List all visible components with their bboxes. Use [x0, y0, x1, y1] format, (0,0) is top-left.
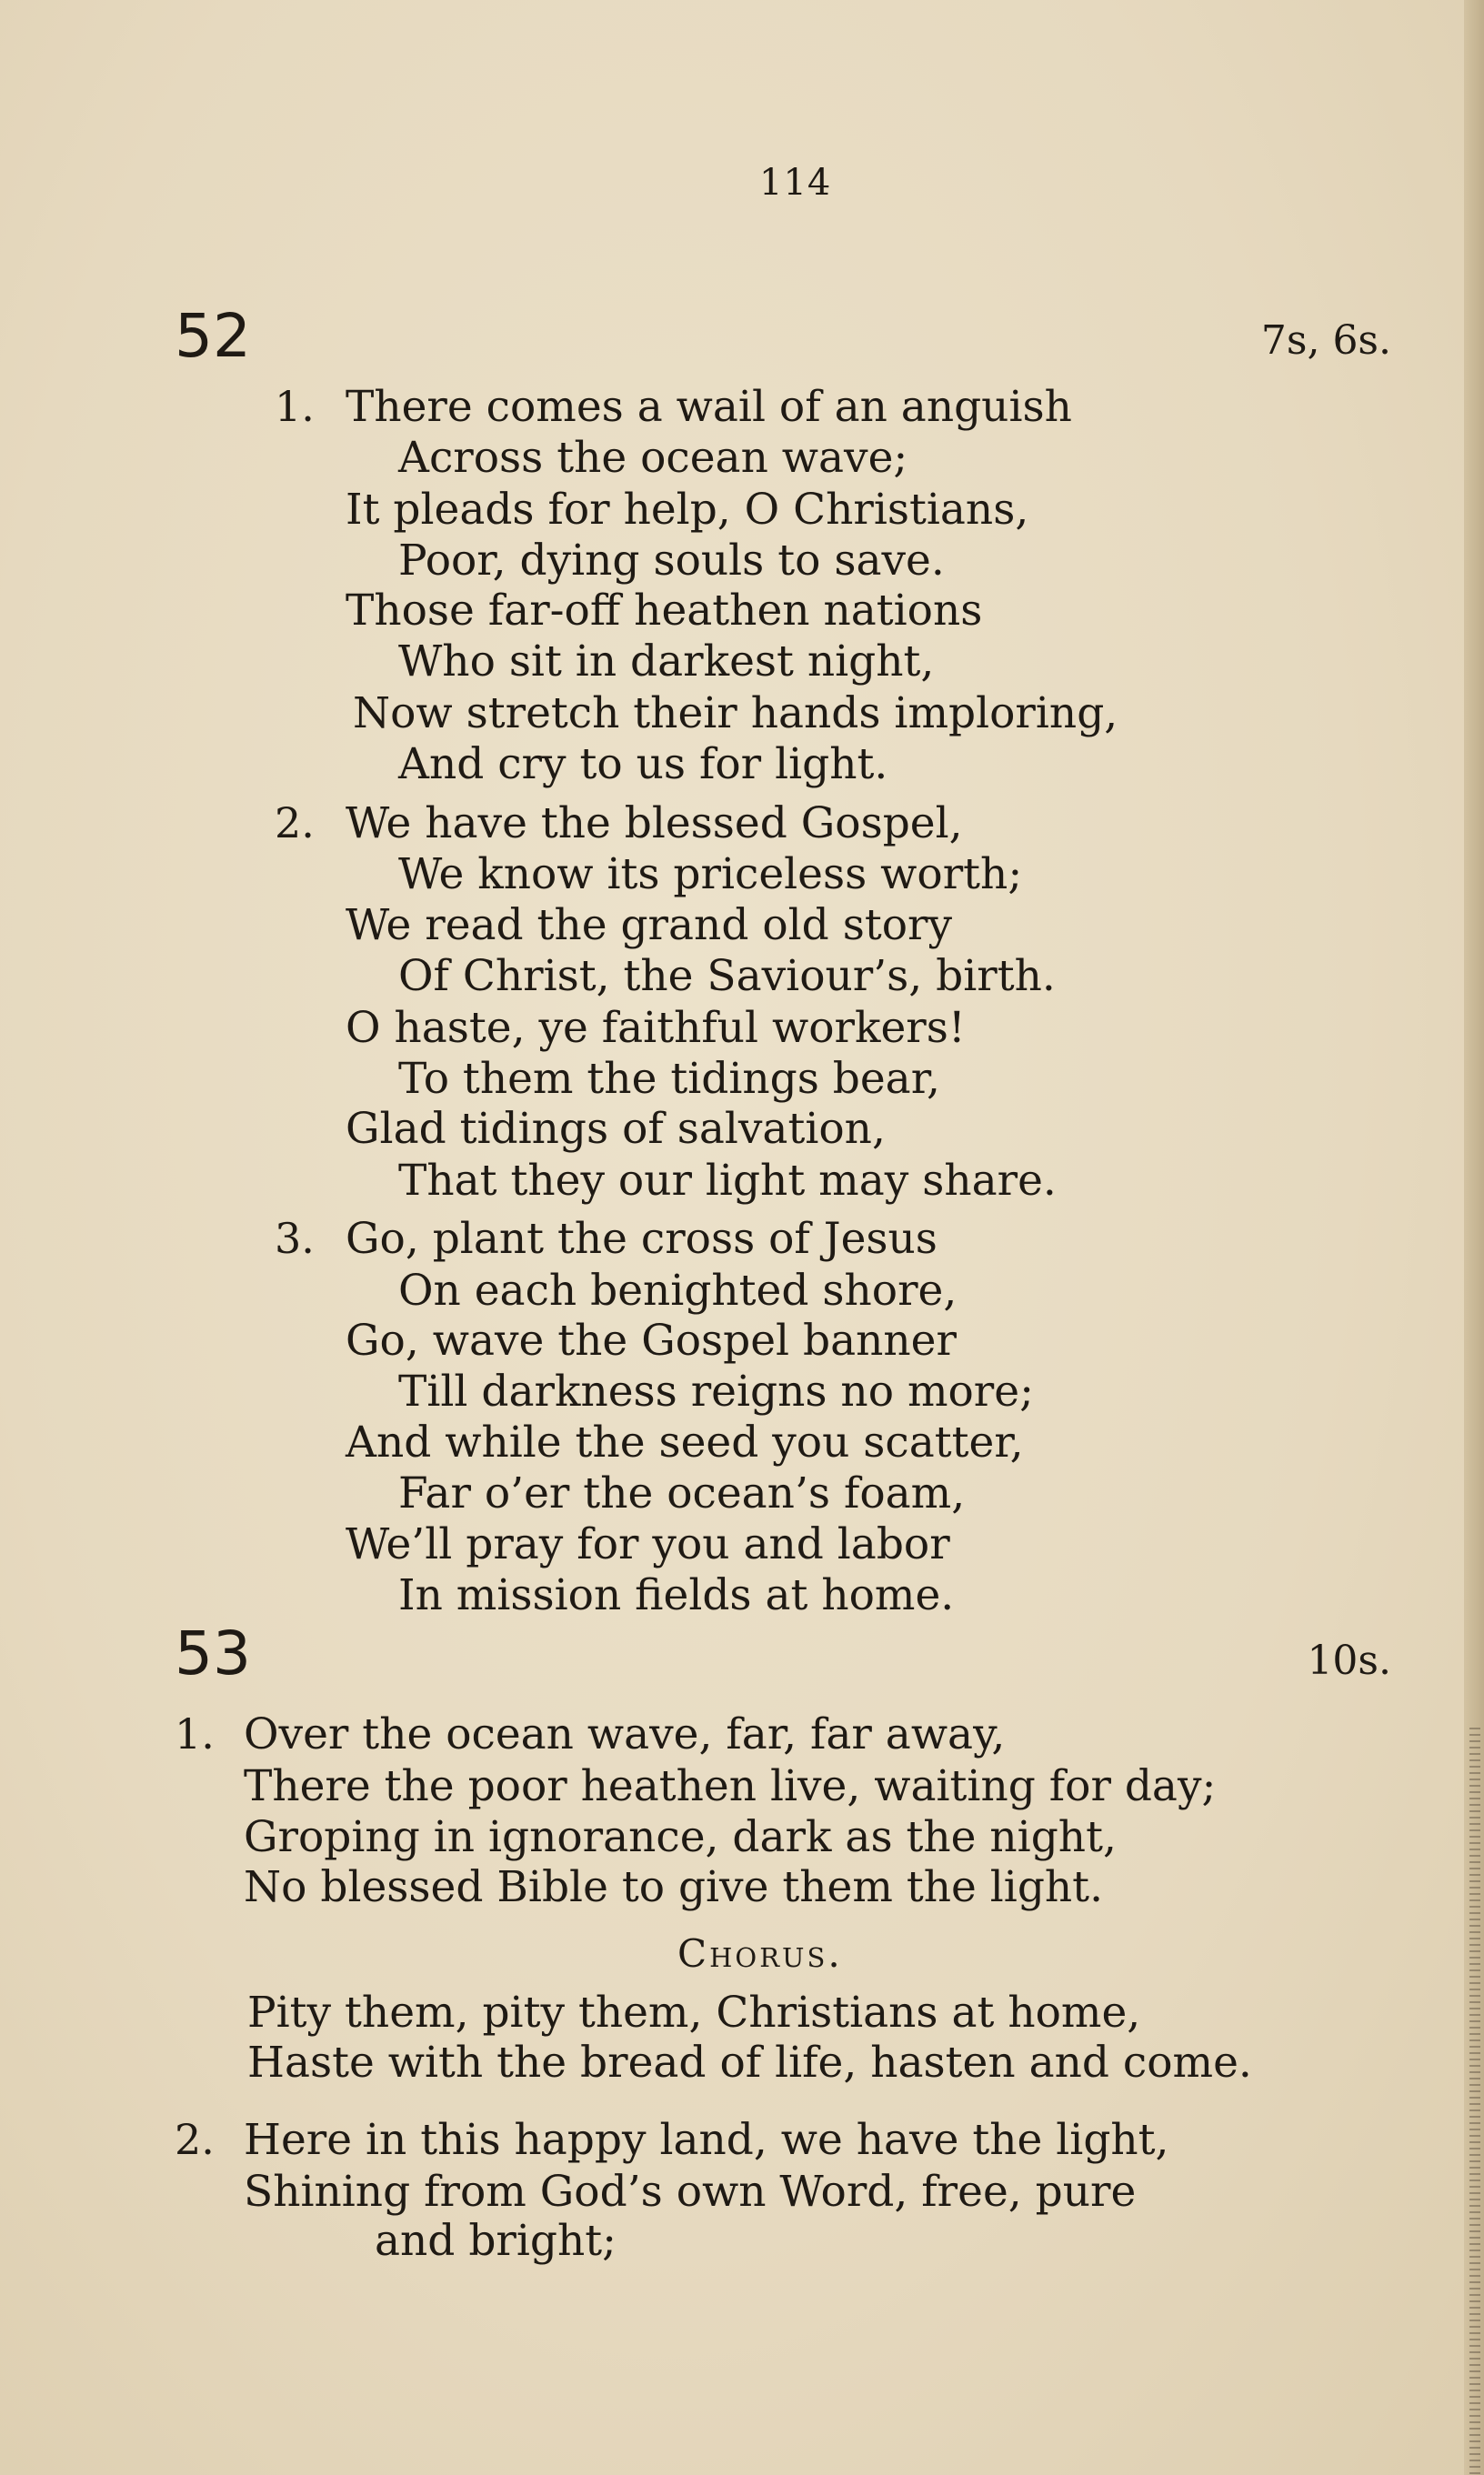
- hymn-53-s1-line-1: Over the ocean wave, far, far away,: [244, 1709, 1006, 1759]
- hymn-52-s2-line-1: We have the blessed Gospel,: [346, 798, 963, 848]
- hymn-52-s3-line-5: And while the seed you scatter,: [346, 1418, 1024, 1468]
- chorus-line-1: Pity them, pity them, Christians at home,: [247, 1988, 1141, 2038]
- hymn-52-stanza-2-number: 2.: [275, 798, 315, 847]
- hymn-53-s1-line-3: Groping in ignorance, dark as the night,: [244, 1812, 1117, 1862]
- hymn-52-s2-line-7: Glad tidings of salvation,: [346, 1104, 886, 1154]
- hymn-52-stanza-1-number: 1.: [275, 382, 315, 431]
- hymn-52-s3-line-8: In mission fields at home.: [398, 1570, 955, 1620]
- chorus-heading-text: Chorus.: [677, 1931, 843, 1976]
- hymn-53-s1-line-4: No blessed Bible to give them the light.: [244, 1862, 1104, 1912]
- hymn-52-s1-line-2: Across the ocean wave;: [398, 433, 908, 483]
- page-number: 114: [759, 162, 832, 204]
- hymn-52-s3-line-7: We’ll pray for you and labor: [346, 1519, 950, 1569]
- hymn-52-s2-line-3: We read the grand old story: [346, 900, 953, 950]
- hymn-52-s1-line-7: Now stretch their hands imploring,: [353, 688, 1118, 738]
- hymn-52-meter: 7s, 6s.: [1260, 317, 1391, 364]
- hymn-53-s1-line-2: There the poor heathen live, waiting for day;: [244, 1761, 1217, 1811]
- chorus-heading: [677, 1931, 843, 1976]
- hymn-53-s2-line-3: and bright;: [375, 2216, 617, 2266]
- chorus-line-2: Haste with the bread of life, hasten and come.: [247, 2038, 1252, 2088]
- hymn-52-s1-line-6: Who sit in darkest night,: [398, 636, 935, 686]
- hymn-52-s3-line-4: Till darkness reigns no more;: [398, 1367, 1034, 1417]
- hymn-53-number: 53: [175, 1618, 251, 1688]
- hymn-52-s1-line-4: Poor, dying souls to save.: [398, 536, 945, 586]
- hymn-52-number: 52: [175, 301, 251, 371]
- hymn-52-s1-line-8: And cry to us for light.: [398, 739, 888, 789]
- hymn-52-s3-line-2: On each benighted shore,: [398, 1266, 958, 1316]
- page-edge-lines: [1469, 1728, 1480, 2475]
- hymn-53-stanza-1-number: 1.: [175, 1709, 215, 1759]
- hymn-53-stanza-2-number: 2.: [175, 2115, 215, 2164]
- hymn-52-s2-line-2: We know its priceless worth;: [398, 849, 1023, 899]
- hymn-53-meter: 10s.: [1307, 1638, 1391, 1684]
- hymn-53-s2-line-1: Here in this happy land, we have the light,: [244, 2115, 1169, 2165]
- hymn-52-s1-line-3: It pleads for help, O Christians,: [346, 485, 1029, 535]
- hymn-52-s3-line-3: Go, wave the Gospel banner: [346, 1316, 957, 1366]
- hymn-52-s1-line-1: There comes a wail of an anguish: [346, 382, 1072, 432]
- hymn-52-s2-line-4: Of Christ, the Saviour’s, birth.: [398, 951, 1056, 1001]
- hymn-52-s2-line-8: That they our light may share.: [398, 1156, 1057, 1206]
- hymn-53-s2-line-2: Shining from God’s own Word, free, pure: [244, 2167, 1137, 2217]
- hymn-52-s3-line-6: Far o’er the ocean’s foam,: [398, 1468, 966, 1518]
- hymn-52-s3-line-1: Go, plant the cross of Jesus: [346, 1214, 938, 1264]
- hymn-52-s2-line-6: To them the tidings bear,: [398, 1054, 940, 1104]
- hymn-52-s1-line-5: Those far-off heathen nations: [346, 586, 983, 636]
- hymn-52-stanza-3-number: 3.: [275, 1214, 315, 1263]
- hymn-52-s2-line-5: O haste, ye faithful workers!: [346, 1003, 966, 1053]
